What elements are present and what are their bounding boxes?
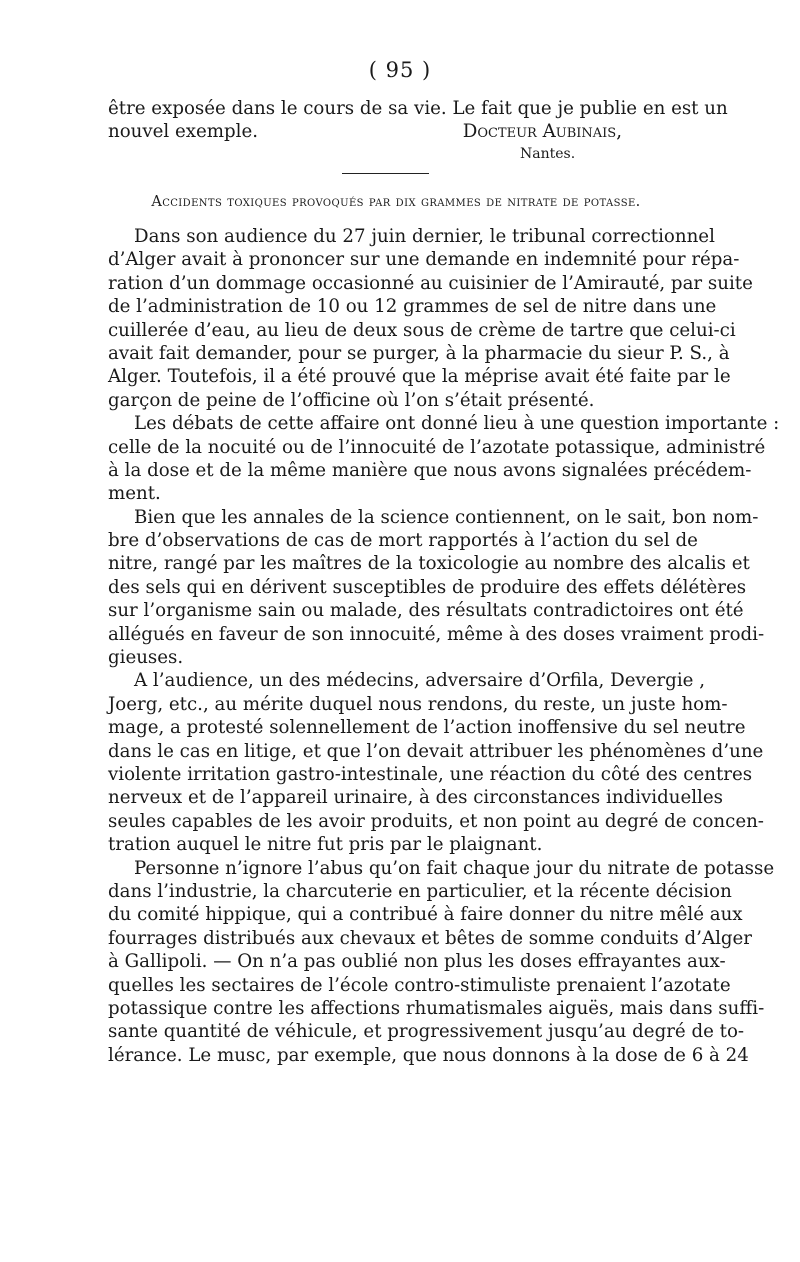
paragraph-4-line-7: seules capables de les avoir produits, et non point au degré de concen- [108, 810, 764, 832]
paragraph-3-line-6: allégués en faveur de son innocuité, même à des doses vraiment prodi- [108, 623, 765, 645]
paragraph-5-line-1: Personne n’ignore l’abus qu’on fait chaque jour du nitrate de potasse [134, 857, 775, 879]
page-number: ( 95 ) [368, 58, 432, 82]
paragraph-1-line-5: cuillerée d’eau, au lieu de deux sous de crème de tartre que celui-ci [108, 319, 736, 341]
paragraph-4-line-1: A l’audience, un des médecins, adversaire d’Orfila, Devergie , [134, 670, 705, 692]
article-body [108, 225, 780, 1067]
paragraph-4-line-8: tration auquel le nitre fut pris par le plaignant. [108, 834, 543, 856]
paragraph-5-line-5: à Gallipoli. — On n’a pas oublié non plus les doses effrayantes aux- [108, 951, 726, 973]
paragraph-5-line-9: lérance. Le musc, par exemple, que nous donnons à la dose de 6 à 24 [108, 1044, 749, 1066]
section-divider [342, 173, 429, 174]
author-signature: Docteur Aubinais, [462, 121, 622, 143]
article-heading: Accidents toxiques provoqués par dix grammes de nitrate de potasse. [151, 194, 641, 210]
paragraph-1-line-3: ration d’un dommage occasionné au cuisinier de l’Amirauté, par suite [108, 272, 753, 294]
author-city: Nantes. [520, 146, 576, 162]
paragraph-2-line-3: à la dose et de la même manière que nous avons signalées précédem- [108, 459, 752, 481]
paragraph-1-line-8: garçon de peine de l’officine où l’on s’était présenté. [108, 389, 595, 411]
paragraph-5-line-6: quelles les sectaires de l’école contro-stimuliste prenaient l’azotate [108, 974, 731, 996]
paragraph-3-line-2: bre d’observations de cas de mort rapportés à l’action du sel de [108, 530, 698, 552]
intro-block [108, 97, 728, 144]
paragraph-4-line-4: dans le cas en litige, et que l’on devait attribuer les phénomènes d’une [108, 740, 764, 762]
signature-line [108, 120, 684, 143]
paragraph-5-line-3: du comité hippique, qui a contribué à faire donner du nitre mêlé aux [108, 904, 743, 926]
paragraph-4-line-2: Joerg, etc., au mérite duquel nous rendons, du reste, un juste hom- [108, 693, 728, 715]
paragraph-3-line-7: gieuses. [108, 647, 184, 669]
paragraph-5-line-7: potassique contre les affections rhumatismales aiguës, mais dans suffi- [108, 997, 765, 1019]
paragraph-1-line-7: Alger. Toutefois, il a été prouvé que la méprise avait été faite par le [108, 366, 731, 388]
paragraph-5-line-8: sante quantité de véhicule, et progressivement jusqu’au degré de to- [108, 1021, 745, 1043]
paragraph-1-line-4: de l’administration de 10 ou 12 grammes de sel de nitre dans une [108, 296, 717, 318]
paragraph-3-line-1: Bien que les annales de la science contiennent, on le sait, bon nom- [134, 506, 759, 528]
paragraph-3-line-3: nitre, rangé par les maîtres de la toxicologie au nombre des alcalis et [108, 553, 750, 575]
paragraph-2-line-1: Les débats de cette affaire ont donné lieu à une question importante : [134, 413, 780, 435]
paragraph-1-line-1: Dans son audience du 27 juin dernier, le tribunal correctionnel [134, 226, 715, 247]
paragraph-5-line-4: fourrages distribués aux chevaux et bêtes de somme conduits d’Alger [108, 927, 752, 949]
intro-line-2: nouvel exemple. [108, 121, 259, 143]
paragraph-1-line-6: avait fait demander, pour se purger, à la pharmacie du sieur P. S., à [108, 342, 730, 364]
paragraph-2-line-2: celle de la nocuité ou de l’innocuité de l’azotate potassique, administré [108, 436, 766, 458]
paragraph-4-line-3: mage, a protesté solennellement de l’action inoffensive du sel neutre [108, 717, 746, 739]
paragraph-5-line-2: dans l’industrie, la charcuterie en particulier, et la récente décision [108, 880, 732, 902]
paragraph-2-line-4: ment. [108, 483, 161, 505]
paragraph-1-line-2: d’Alger avait à prononcer sur une demande en indemnité pour répa- [108, 249, 740, 271]
paragraph-4-line-6: nerveux et de l’appareil urinaire, à des circonstances individuelles [108, 787, 723, 809]
paragraph-4-line-5: violente irritation gastro-intestinale, une réaction du côté des centres [108, 763, 753, 785]
paragraph-3-line-5: sur l’organisme sain ou malade, des résultats contradictoires ont été [108, 600, 744, 622]
intro-line-1: être exposée dans le cours de sa vie. Le fait que je publie en est un [108, 98, 728, 119]
paragraph-3-line-4: des sels qui en dérivent susceptibles de produire des effets délétères [108, 576, 747, 598]
